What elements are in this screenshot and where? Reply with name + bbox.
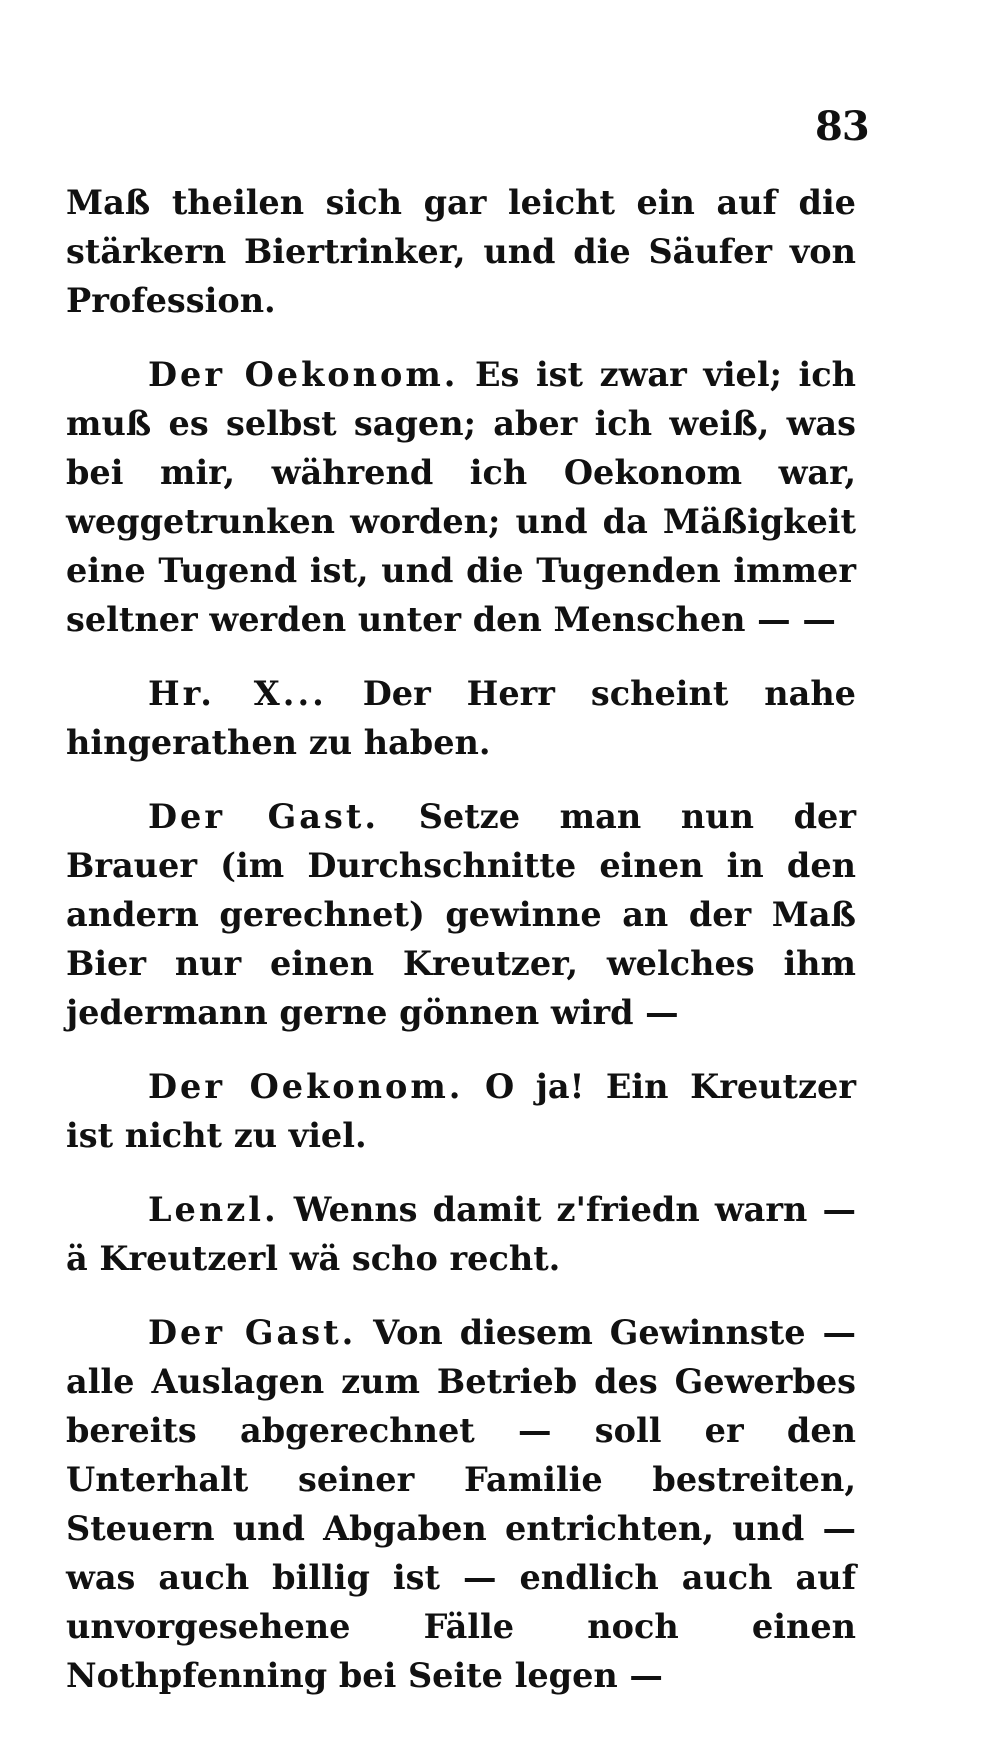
paragraph-2 bbox=[66, 350, 856, 644]
page-body-text bbox=[66, 178, 856, 1725]
paragraph-6 bbox=[66, 1185, 856, 1283]
paragraph-1-text: Maß theilen sich gar leicht ein auf die stärkern Biertrinker, und die Säufer von Profession. bbox=[66, 183, 856, 320]
paragraph-4-text: Setze man nun der Brauer (im Durchschnitte einen in den andern gerechnet) gewinne an der Maß Bier nur einen Kreutzer, welches ihm jedermann gerne gönnen wird — bbox=[66, 797, 856, 1032]
paragraph-3-text: Der Herr scheint nahe hingerathen zu haben. bbox=[66, 674, 856, 762]
paragraph-6-text: Wenns damit z'friedn warn — ä Kreutzerl wä scho recht. bbox=[66, 1190, 856, 1278]
paragraph-1 bbox=[66, 178, 856, 325]
paragraph-3 bbox=[66, 669, 856, 767]
paragraph-3-speaker: Hr. X... bbox=[148, 674, 327, 713]
paragraph-6-speaker: Lenzl. bbox=[148, 1190, 279, 1229]
paragraph-7-speaker: Der Gast. bbox=[148, 1313, 357, 1352]
paragraph-2-speaker: Der Oekonom. bbox=[148, 355, 459, 394]
paragraph-5-text: O ja! Ein Kreutzer ist nicht zu viel. bbox=[66, 1067, 856, 1155]
paragraph-5-speaker: Der Oekonom. bbox=[148, 1067, 464, 1106]
paragraph-7 bbox=[66, 1308, 856, 1700]
page-number: 83 bbox=[815, 103, 869, 150]
paragraph-7-text: Von diesem Gewinnste — alle Auslagen zum Betrieb des Gewerbes bereits abgerechnet — soll er den Unterhalt seiner Familie bestreiten, Steuern und Abgaben entrichten, und — was auch billig ist — endlich auch auf unvorgesehene Fälle noch einen Nothpfenning bei Seite legen — bbox=[66, 1313, 856, 1695]
paragraph-4 bbox=[66, 792, 856, 1037]
paragraph-5 bbox=[66, 1062, 856, 1160]
paragraph-4-speaker: Der Gast. bbox=[148, 797, 379, 836]
paragraph-2-text: Es ist zwar viel; ich muß es selbst sagen; aber ich weiß, was bei mir, während ich Oekonom war, weggetrunken worden; und da Mäßigkeit eine Tugend ist, und die Tugenden immer seltner werden unter den Menschen — — bbox=[66, 355, 856, 639]
